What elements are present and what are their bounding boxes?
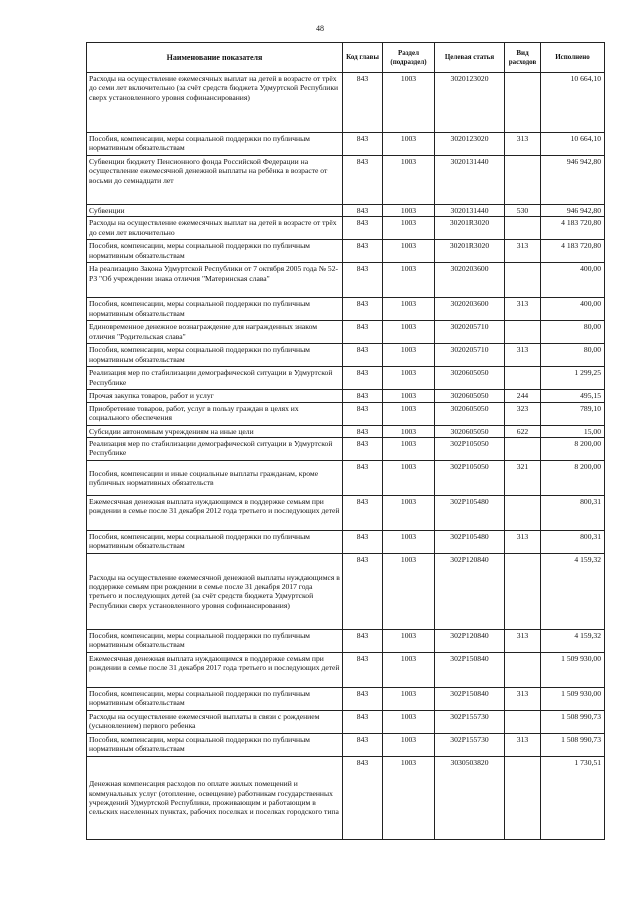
row-target: 3030503820: [435, 756, 505, 839]
row-section: 1003: [383, 205, 435, 217]
row-section: 1003: [383, 298, 435, 321]
row-target: 302P105050: [435, 437, 505, 460]
row-code: 843: [343, 321, 383, 344]
row-code: 843: [343, 367, 383, 390]
row-code: 843: [343, 133, 383, 156]
row-kind: 313: [505, 298, 541, 321]
row-name: Расходы на осуществление ежемесячной денежной выплаты нуждающимся в поддержке семьям при рождении в семье после 31 декабря 2017 года третьего и последующих детей (за счёт средств бюджета Удмуртской Республики сверх установленного уровня софинансирования): [87, 553, 343, 629]
row-amount: 1 299,25: [541, 367, 605, 390]
row-name: Ежемесячная денежная выплата нуждающимся в поддержке семьям при рождении в семье после 31 декабря 2017 года третьего и последующих детей: [87, 652, 343, 687]
table-row: [87, 652, 605, 687]
row-code: 843: [343, 733, 383, 756]
row-amount: 800,31: [541, 530, 605, 553]
row-kind: 313: [505, 133, 541, 156]
row-amount: 4 183 720,80: [541, 240, 605, 263]
row-section: 1003: [383, 437, 435, 460]
table-row: [87, 437, 605, 460]
expenditure-table: [86, 42, 605, 840]
row-kind: [505, 321, 541, 344]
row-code: 843: [343, 687, 383, 710]
row-name: Расходы на осуществление ежемесячной выплаты в связи с рождением (усыновлением) первого ребенка: [87, 710, 343, 733]
row-target: 3020203600: [435, 263, 505, 298]
row-code: 843: [343, 73, 383, 133]
row-name: Денежная компенсация расходов по оплате жилых помещений и коммунальных услуг (отопление, освещение) работникам государственных учреждений Удмуртской Республики, проживающим и работающим в сельских населенных пунктах, рабочих поселках и поселках городского типа: [87, 756, 343, 839]
table-row: [87, 321, 605, 344]
table-row: [87, 205, 605, 217]
row-section: 1003: [383, 652, 435, 687]
table-row: [87, 553, 605, 629]
row-kind: 622: [505, 425, 541, 437]
row-target: 302P155730: [435, 710, 505, 733]
row-target: 3020203600: [435, 298, 505, 321]
row-amount: 4 183 720,80: [541, 217, 605, 240]
row-target: 3020205710: [435, 344, 505, 367]
row-kind: [505, 217, 541, 240]
row-kind: [505, 73, 541, 133]
row-name: Прочая закупка товаров, работ и услуг: [87, 390, 343, 402]
row-code: 843: [343, 495, 383, 530]
row-amount: 1 508 990,73: [541, 733, 605, 756]
row-section: 1003: [383, 733, 435, 756]
row-name: Приобретение товаров, работ, услуг в пользу граждан в целях их социального обеспечения: [87, 402, 343, 425]
row-target: 3020605050: [435, 390, 505, 402]
row-kind: 313: [505, 629, 541, 652]
row-section: 1003: [383, 629, 435, 652]
row-target: 302P105480: [435, 495, 505, 530]
row-section: 1003: [383, 687, 435, 710]
row-name: Пособия, компенсации, меры социальной поддержки по публичным нормативным обязательствам: [87, 530, 343, 553]
table-row: [87, 156, 605, 205]
row-name: Субвенции бюджету Пенсионного фонда Российской Федерации на осуществление ежемесячной денежной выплаты на ребёнка в возрасте от восьми до семнадцати лет: [87, 156, 343, 205]
row-target: 302P105050: [435, 460, 505, 495]
row-section: 1003: [383, 495, 435, 530]
row-target: 302P150840: [435, 687, 505, 710]
row-kind: [505, 495, 541, 530]
row-section: 1003: [383, 344, 435, 367]
row-section: 1003: [383, 756, 435, 839]
row-kind: 313: [505, 530, 541, 553]
row-amount: 8 200,00: [541, 437, 605, 460]
row-target: 3020605050: [435, 402, 505, 425]
table-row: [87, 530, 605, 553]
row-section: 1003: [383, 240, 435, 263]
row-amount: 495,15: [541, 390, 605, 402]
row-kind: 321: [505, 460, 541, 495]
table-row: [87, 73, 605, 133]
row-amount: 1 508 990,73: [541, 710, 605, 733]
row-section: 1003: [383, 425, 435, 437]
row-code: 843: [343, 629, 383, 652]
row-name: Расходы на осуществление ежемесячных выплат на детей в возрасте от трёх до семи лет включительно (за счёт средств бюджета Удмуртской Республики сверх установленного уровня софинансирования): [87, 73, 343, 133]
row-target: 3020123020: [435, 73, 505, 133]
row-section: 1003: [383, 460, 435, 495]
row-name: Ежемесячная денежная выплата нуждающимся в поддержке семьям при рождении в семье после 31 декабря 2012 года третьего и последующих детей: [87, 495, 343, 530]
header-code: Код главы: [343, 43, 383, 73]
row-target: 3020123020: [435, 133, 505, 156]
row-code: 843: [343, 298, 383, 321]
row-kind: [505, 652, 541, 687]
row-code: 843: [343, 437, 383, 460]
row-target: 3020205710: [435, 321, 505, 344]
row-section: 1003: [383, 156, 435, 205]
row-kind: 313: [505, 240, 541, 263]
row-target: 302P120840: [435, 553, 505, 629]
row-code: 843: [343, 390, 383, 402]
row-amount: 1 509 930,00: [541, 652, 605, 687]
header-section: Раздел (подраздел): [383, 43, 435, 73]
row-section: 1003: [383, 263, 435, 298]
row-section: 1003: [383, 133, 435, 156]
row-name: Пособия, компенсации и иные социальные выплаты гражданам, кроме публичных нормативных обязательств: [87, 460, 343, 495]
row-code: 843: [343, 425, 383, 437]
row-target: 3020131440: [435, 205, 505, 217]
row-section: 1003: [383, 73, 435, 133]
row-code: 843: [343, 460, 383, 495]
row-code: 843: [343, 652, 383, 687]
row-name: Пособия, компенсации, меры социальной поддержки по публичным нормативным обязательствам: [87, 133, 343, 156]
row-amount: 80,00: [541, 344, 605, 367]
row-section: 1003: [383, 553, 435, 629]
row-code: 843: [343, 756, 383, 839]
table-row: [87, 460, 605, 495]
row-name: Пособия, компенсации, меры социальной поддержки по публичным нормативным обязательствам: [87, 344, 343, 367]
row-section: 1003: [383, 390, 435, 402]
table-header-row: [87, 43, 605, 73]
row-kind: 313: [505, 733, 541, 756]
table-row: [87, 425, 605, 437]
row-target: 3020605050: [435, 425, 505, 437]
row-name: Субвенции: [87, 205, 343, 217]
row-kind: [505, 553, 541, 629]
row-amount: 946 942,80: [541, 156, 605, 205]
row-amount: 946 942,80: [541, 205, 605, 217]
table-row: [87, 240, 605, 263]
row-target: 302P150840: [435, 652, 505, 687]
row-amount: 15,00: [541, 425, 605, 437]
table-row: [87, 390, 605, 402]
row-target: 30201R3020: [435, 217, 505, 240]
row-section: 1003: [383, 217, 435, 240]
row-section: 1003: [383, 321, 435, 344]
row-amount: 4 159,32: [541, 553, 605, 629]
table-row: [87, 733, 605, 756]
header-target: Целевая статья: [435, 43, 505, 73]
row-kind: [505, 156, 541, 205]
row-name: Реализация мер по стабилизации демографической ситуации в Удмуртской Республике: [87, 437, 343, 460]
row-name: Единовременное денежное вознаграждение для награжденных знаком отличия "Родительская слава": [87, 321, 343, 344]
row-name: Пособия, компенсации, меры социальной поддержки по публичным нормативным обязательствам: [87, 733, 343, 756]
table-row: [87, 263, 605, 298]
row-code: 843: [343, 344, 383, 367]
row-amount: 8 200,00: [541, 460, 605, 495]
row-kind: 313: [505, 344, 541, 367]
row-kind: 313: [505, 687, 541, 710]
row-code: 843: [343, 530, 383, 553]
row-kind: [505, 263, 541, 298]
row-kind: [505, 437, 541, 460]
row-name: Пособия, компенсации, меры социальной поддержки по публичным нормативным обязательствам: [87, 629, 343, 652]
page-number: 48: [316, 24, 324, 33]
row-target: 302P120840: [435, 629, 505, 652]
row-name: Пособия, компенсации, меры социальной поддержки по публичным нормативным обязательствам: [87, 687, 343, 710]
row-code: 843: [343, 402, 383, 425]
row-name: Расходы на осуществление ежемесячных выплат на детей в возрасте от трёх до семи лет включительно: [87, 217, 343, 240]
row-section: 1003: [383, 367, 435, 390]
row-kind: 530: [505, 205, 541, 217]
row-code: 843: [343, 205, 383, 217]
row-amount: 80,00: [541, 321, 605, 344]
table-row: [87, 217, 605, 240]
row-name: Реализация мер по стабилизации демографической ситуации в Удмуртской Республике: [87, 367, 343, 390]
row-name: Субсидии автономным учреждениям на иные цели: [87, 425, 343, 437]
row-section: 1003: [383, 710, 435, 733]
row-target: 302P105480: [435, 530, 505, 553]
header-kind: Вид расходов: [505, 43, 541, 73]
row-amount: 800,31: [541, 495, 605, 530]
row-name: Пособия, компенсации, меры социальной поддержки по публичным нормативным обязательствам: [87, 298, 343, 321]
row-name: Пособия, компенсации, меры социальной поддержки по публичным нормативным обязательствам: [87, 240, 343, 263]
row-section: 1003: [383, 530, 435, 553]
row-kind: 244: [505, 390, 541, 402]
header-amount: Исполнено: [541, 43, 605, 73]
row-target: 302P155730: [435, 733, 505, 756]
row-kind: [505, 367, 541, 390]
row-target: 3020131440: [435, 156, 505, 205]
row-amount: 400,00: [541, 298, 605, 321]
table-row: [87, 367, 605, 390]
row-kind: [505, 710, 541, 733]
row-code: 843: [343, 240, 383, 263]
table-row: [87, 298, 605, 321]
row-kind: [505, 756, 541, 839]
row-amount: 10 664,10: [541, 133, 605, 156]
row-amount: 1 730,51: [541, 756, 605, 839]
table-row: [87, 687, 605, 710]
row-code: 843: [343, 710, 383, 733]
header-name: Наименование показателя: [87, 43, 343, 73]
row-amount: 789,10: [541, 402, 605, 425]
row-section: 1003: [383, 402, 435, 425]
row-amount: 1 509 930,00: [541, 687, 605, 710]
row-target: 30201R3020: [435, 240, 505, 263]
table-row: [87, 629, 605, 652]
table-row: [87, 402, 605, 425]
table-row: [87, 133, 605, 156]
row-name: На реализацию Закона Удмуртской Республики от 7 октября 2005 года № 52-РЗ "Об учреждении знака отличия "Материнская слава": [87, 263, 343, 298]
table-row: [87, 344, 605, 367]
table-row: [87, 710, 605, 733]
row-code: 843: [343, 263, 383, 298]
row-code: 843: [343, 217, 383, 240]
row-kind: 323: [505, 402, 541, 425]
row-target: 3020605050: [435, 367, 505, 390]
row-code: 843: [343, 156, 383, 205]
row-amount: 10 664,10: [541, 73, 605, 133]
row-code: 843: [343, 553, 383, 629]
row-amount: 4 159,32: [541, 629, 605, 652]
table-row: [87, 756, 605, 839]
row-amount: 400,00: [541, 263, 605, 298]
table-row: [87, 495, 605, 530]
